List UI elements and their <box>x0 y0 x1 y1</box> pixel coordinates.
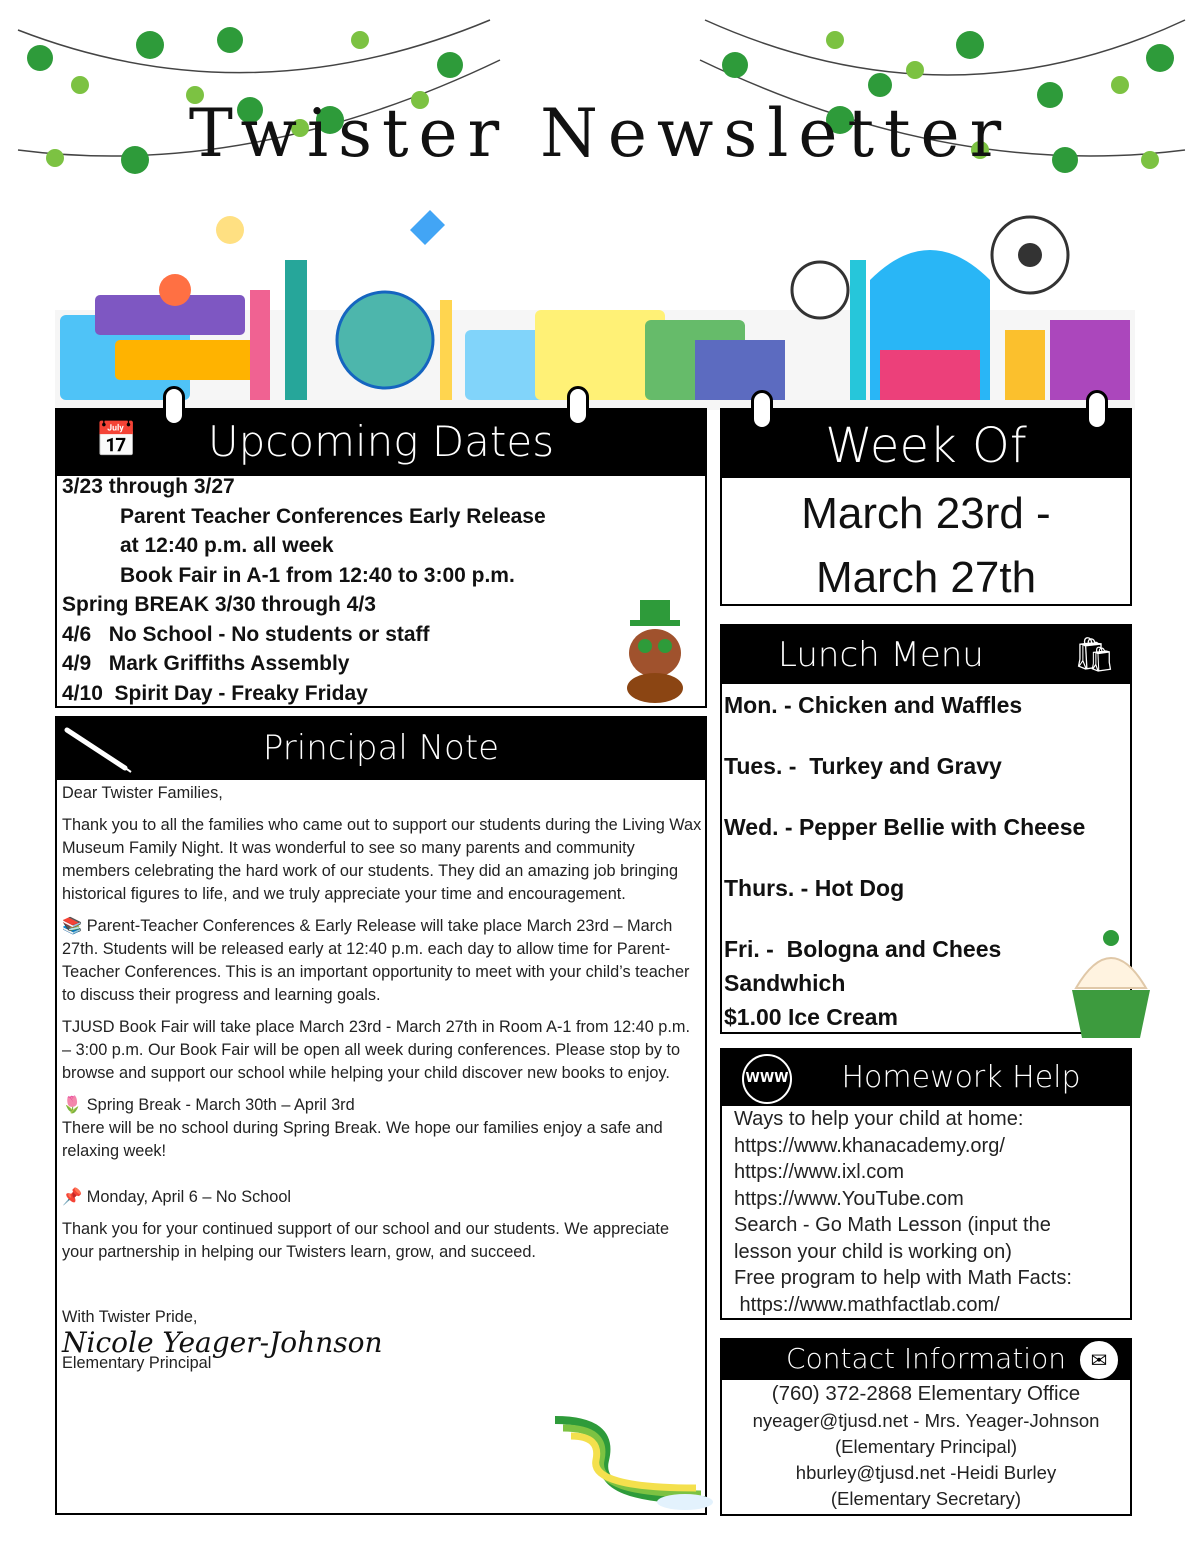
upcoming-dates-title: Upcoming Dates <box>207 417 555 466</box>
date-line: Spring BREAK 3/30 through 4/3 <box>62 593 376 616</box>
homework-help-title: Homework Help <box>841 1060 1081 1095</box>
week-end: March 27th <box>815 553 1037 602</box>
pushpin-icon: 📌 <box>62 1188 87 1206</box>
contact-info-list <box>720 1380 1132 1512</box>
homework-link[interactable]: https://www.YouTube.com <box>734 1187 964 1210</box>
tulip-icon: 🌷 <box>62 1096 87 1114</box>
lunch-item: Sandwhich <box>724 970 846 996</box>
calendar-icon: 📅 <box>95 420 138 460</box>
contact-email[interactable]: hburley@tjusd.net -Heidi Burley <box>795 1462 1057 1483</box>
lunch-item: Mon. - Chicken and Waffles <box>724 692 1023 718</box>
upcoming-dates-header <box>55 408 707 476</box>
week-of-header <box>720 408 1132 478</box>
contact-role: (Elementary Secretary) <box>830 1488 1022 1509</box>
paragraph-conferences: 📚 Parent-Teacher Conferences & Early Release will take place March 23rd – March 27th. Students will be released early at 12:40 p.m. each day to allow time for Parent-Teacher Conferences. This is an important opportunity to meet with your child’s teacher to discuss their progress and learning goals. <box>62 917 690 1004</box>
date-line: 3/23 through 3/27 <box>62 475 235 498</box>
paragraph: TJUSD Book Fair will take place March 23rd - March 27th in Room A-1 from 12:40 p.m. – 3:00 p.m. Our Book Fair will be open all week during conferences. Please stop by to browse and support our school while helping your child discover new books to enjoy. <box>62 1018 690 1082</box>
envelope-icon: ✉ <box>1080 1341 1118 1379</box>
lunch-item: Tues. - Turkey and Gravy <box>724 753 1002 779</box>
globe-www-icon: WWW <box>742 1054 792 1104</box>
homework-line: lesson your child is working on) <box>734 1240 1012 1263</box>
homework-link[interactable]: https://www.ixl.com <box>734 1161 905 1183</box>
date-line: at 12:40 p.m. all week <box>120 534 334 557</box>
date-line: 4/6 No School - No students or staff <box>62 622 430 646</box>
highland-cow-mascot-icon <box>615 598 695 703</box>
contact-phone: (760) 372-2868 Elementary Office <box>771 1382 1081 1405</box>
homework-link[interactable]: https://www.khanacademy.org/ <box>734 1134 1005 1157</box>
greeting: Dear Twister Families, <box>62 784 223 802</box>
lunch-item: Fri. - Bologna and Chees <box>724 936 1002 962</box>
contact-email[interactable]: nyeager@tjusd.net - Mrs. Yeager-Johnson <box>752 1410 1100 1431</box>
newsletter-title: Twister Newsletter <box>188 95 1012 172</box>
school-supplies-illustration <box>55 200 1135 410</box>
books-icon: 📚 <box>62 917 87 935</box>
sign-off: With Twister Pride, <box>62 1308 198 1326</box>
cupcake-icon <box>1066 928 1156 1043</box>
rainbow-decoration-icon <box>545 1410 715 1510</box>
pen-icon <box>63 724 133 774</box>
lunch-item: Wed. - Pepper Bellie with Cheese <box>724 814 1086 840</box>
binder-ring <box>567 386 589 426</box>
signer-title: Elementary Principal <box>62 1354 212 1372</box>
paragraph: Thank you for your continued support of our school and our students. We appreciate your partnership in helping our Twisters learn, grow, and succeed. <box>62 1220 669 1261</box>
homework-line: Free program to help with Math Facts: <box>734 1267 1072 1289</box>
spring-break-title: 🌷 Spring Break - March 30th – April 3rd <box>62 1096 355 1114</box>
week-of-dates <box>720 482 1132 610</box>
lunch-menu-title: Lunch Menu <box>778 635 984 675</box>
homework-help-header <box>720 1048 1132 1106</box>
lunch-item: Thurs. - Hot Dog <box>724 875 905 901</box>
binder-ring <box>1086 390 1108 430</box>
homework-help-list <box>734 1106 1130 1318</box>
principal-note-body <box>62 782 702 1375</box>
contact-role: (Elementary Principal) <box>835 1436 1017 1457</box>
principal-note-header <box>55 716 707 780</box>
contact-info-title: Contact Information <box>786 1342 1066 1375</box>
principal-note-title: Principal Note <box>262 728 500 768</box>
lunch-item: $1.00 Ice Cream <box>724 1004 898 1030</box>
date-line: Parent Teacher Conferences Early Release <box>120 504 546 528</box>
binder-ring <box>751 390 773 430</box>
week-of-title: Week Of <box>825 418 1027 474</box>
homework-line: Ways to help your child at home: <box>734 1108 1024 1130</box>
date-line: 4/10 Spirit Day - Freaky Friday <box>62 681 368 705</box>
no-school-note: 📌 Monday, April 6 – No School <box>62 1188 292 1206</box>
homework-line: Search - Go Math Lesson (input the <box>734 1214 1051 1236</box>
binder-ring <box>163 386 185 426</box>
paragraph: Thank you to all the families who came out to support our students during the Living Wax Museum Family Night. It was wonderful to see so many parents and community members celebrating the hard work of our students. They did an amazing job bringing historical figures to life, and we truly appreciate your time and encouragement. <box>62 816 702 903</box>
date-line: Book Fair in A-1 from 12:40 to 3:00 p.m. <box>120 563 515 587</box>
serving-tray-icon: 🛍 <box>1072 635 1116 675</box>
paragraph: There will be no school during Spring Break. We hope our families enjoy a safe and relaxing week! <box>62 1119 663 1160</box>
upcoming-dates-list <box>62 472 682 708</box>
signature: Nicole Yeager-Johnson <box>62 1326 383 1359</box>
lunch-menu-header <box>720 624 1132 684</box>
homework-link[interactable]: https://www.mathfactlab.com/ <box>734 1293 1000 1316</box>
week-start: March 23rd - <box>801 489 1051 538</box>
date-line: 4/9 Mark Griffiths Assembly <box>62 652 350 675</box>
contact-info-header <box>720 1338 1132 1380</box>
